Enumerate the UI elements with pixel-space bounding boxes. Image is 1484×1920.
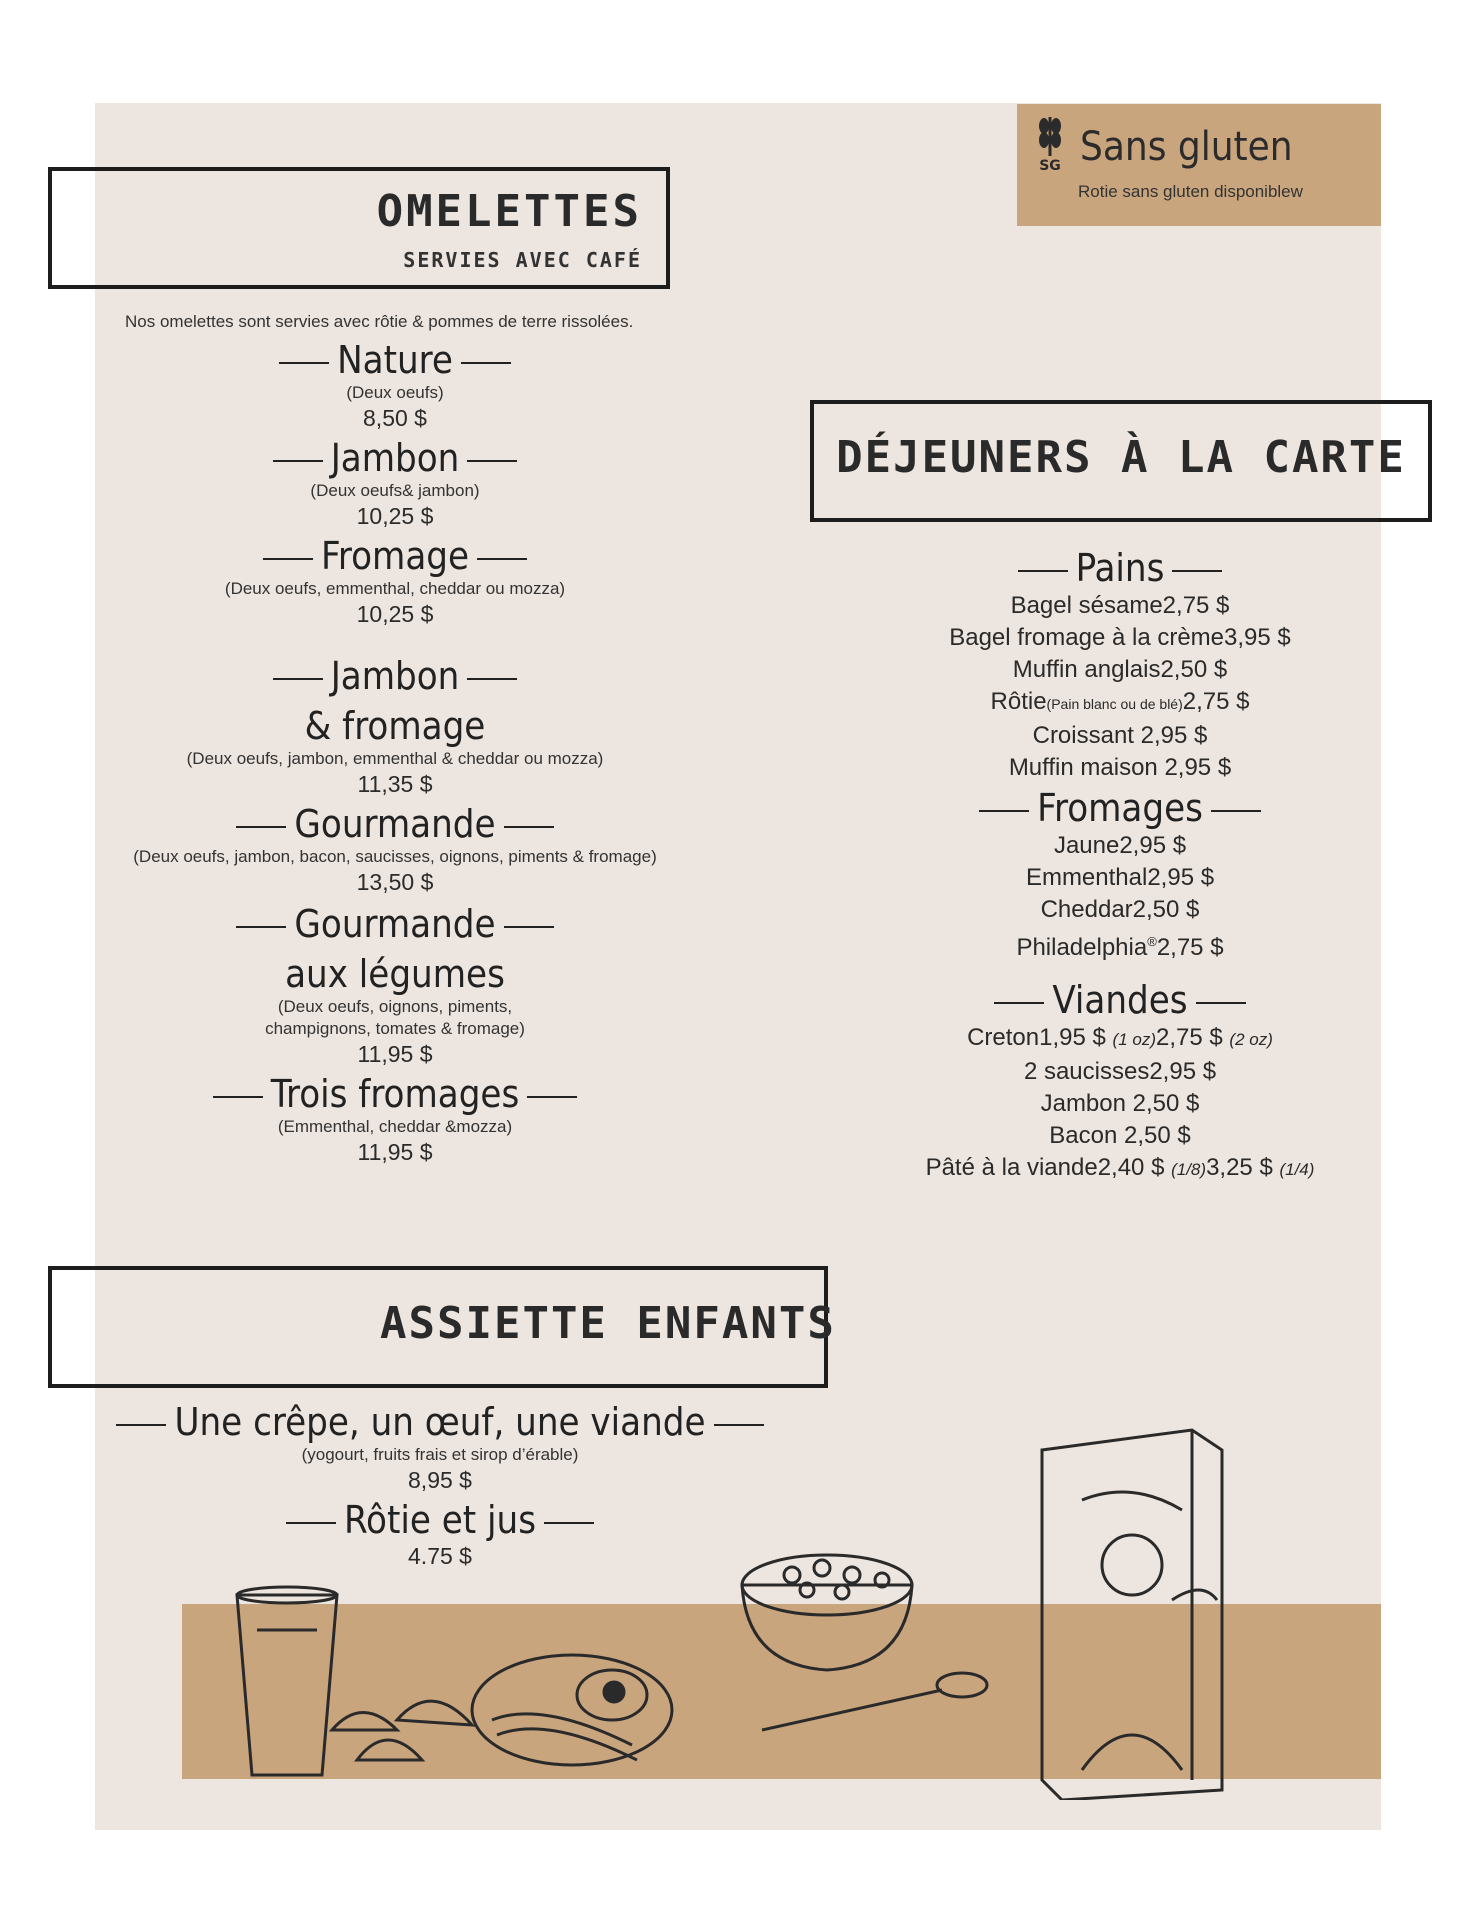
section-fromages: Fromages — [820, 786, 1420, 830]
carte-list — [820, 546, 1420, 1186]
list-item — [95, 654, 695, 798]
item-desc: (Deux oeufs) — [346, 383, 444, 402]
spoon-icon — [762, 1673, 987, 1730]
list-item — [95, 534, 695, 628]
item-name: Fromage — [320, 534, 470, 578]
list-item: Bagel sésame2,75 $ — [1010, 592, 1230, 619]
item-desc: (yogourt, fruits frais et sirop d’érable) — [301, 1445, 579, 1464]
item-desc-line2: champignons, tomates & fromage) — [265, 1019, 525, 1038]
item-desc: (Deux oeufs, oignons, piments, — [277, 997, 513, 1016]
item-desc: (Deux oeufs, jambon, emmenthal & cheddar ou mozza) — [186, 749, 604, 768]
section-pains: Pains — [820, 546, 1420, 590]
item-price: 4.75 $ — [408, 1543, 472, 1569]
cereal-box-icon — [1042, 1430, 1222, 1800]
list-item: Muffin maison 2,95 $ — [1008, 754, 1232, 781]
item-desc: (Emmenthal, cheddar &mozza) — [277, 1117, 513, 1136]
breakfast-illustration — [182, 1400, 1381, 1800]
list-item: Bacon 2,50 $ — [1049, 1122, 1191, 1149]
list-item: Bagel fromage à la crème3,95 $ — [949, 624, 1291, 651]
item-name: Nature — [337, 338, 453, 382]
item-price: 10,25 $ — [356, 503, 434, 529]
item-desc: (Deux oeufs, jambon, bacon, saucisses, oignons, piments & fromage) — [133, 847, 657, 866]
list-item: Creton1,95 $ (1 oz)2,75 $ (2 oz) — [967, 1024, 1273, 1051]
list-item — [95, 902, 695, 1068]
list-item — [95, 802, 695, 896]
item-price: 8,50 $ — [363, 405, 427, 431]
omelettes-list — [95, 338, 695, 1166]
item-desc: (Deux oeufs, emmenthal, cheddar ou mozza) — [224, 579, 566, 598]
item-name: Gourmande — [294, 802, 496, 846]
item-price: 13,50 $ — [356, 869, 434, 895]
list-item — [95, 1072, 695, 1166]
item-price: 8,95 $ — [408, 1467, 472, 1493]
cereal-bowl-icon — [742, 1555, 912, 1670]
item-price: 10,25 $ — [356, 601, 434, 627]
list-item: Rôtie(Pain blanc ou de blé)2,75 $ — [990, 688, 1250, 715]
list-item: Philadelphia®2,75 $ — [1016, 934, 1224, 961]
item-name: Trois fromages — [270, 1072, 520, 1116]
item-name: Gourmande — [294, 902, 496, 946]
list-item: 2 saucisses2,95 $ — [1023, 1058, 1217, 1085]
list-item: Jaune2,95 $ — [1053, 832, 1187, 859]
omelettes-intro: Nos omelettes sont servies avec rôtie & pommes de terre rissolées. — [125, 312, 634, 331]
list-item: Croissant 2,95 $ — [1032, 722, 1208, 749]
list-item: Muffin anglais2,50 $ — [1012, 656, 1228, 683]
enfants-title: ASSIETTE ENFANTS — [380, 1298, 836, 1349]
juice-glass-icon — [237, 1587, 337, 1775]
list-item: Emmenthal2,95 $ — [1025, 864, 1215, 891]
item-name: Une crêpe, un œuf, une viande — [174, 1400, 706, 1444]
item-price: 11,35 $ — [357, 771, 433, 797]
item-price: 11,95 $ — [357, 1139, 433, 1165]
orange-slices-icon — [332, 1701, 472, 1760]
item-name-line2: & fromage — [304, 704, 486, 748]
gluten-note: Rotie sans gluten disponiblew — [1078, 182, 1303, 201]
item-name-line2: aux légumes — [285, 952, 505, 996]
item-name: Rôtie et jus — [343, 1498, 537, 1542]
list-item: Cheddar2,50 $ — [1040, 896, 1200, 923]
list-item: Pâté à la viande2,40 $ (1/8)3,25 $ (1/4) — [925, 1154, 1315, 1181]
item-price: 11,95 $ — [357, 1041, 433, 1067]
omelettes-subtitle: SERVIES AVEC CAFÉ — [403, 248, 642, 272]
gluten-title: Sans gluten — [1080, 124, 1293, 170]
omelettes-title: OMELETTES — [376, 186, 642, 237]
item-name: Jambon — [330, 436, 460, 480]
list-item — [95, 436, 695, 530]
section-viandes: Viandes — [820, 978, 1420, 1022]
list-item — [95, 338, 695, 432]
list-item: Jambon 2,50 $ — [1040, 1090, 1200, 1117]
carte-title: DÉJEUNERS À LA CARTE — [836, 432, 1406, 483]
item-desc: (Deux oeufs& jambon) — [310, 481, 480, 500]
sg-badge: SG — [1039, 158, 1061, 174]
egg-plate-icon — [472, 1655, 672, 1765]
item-name: Jambon — [330, 654, 460, 698]
